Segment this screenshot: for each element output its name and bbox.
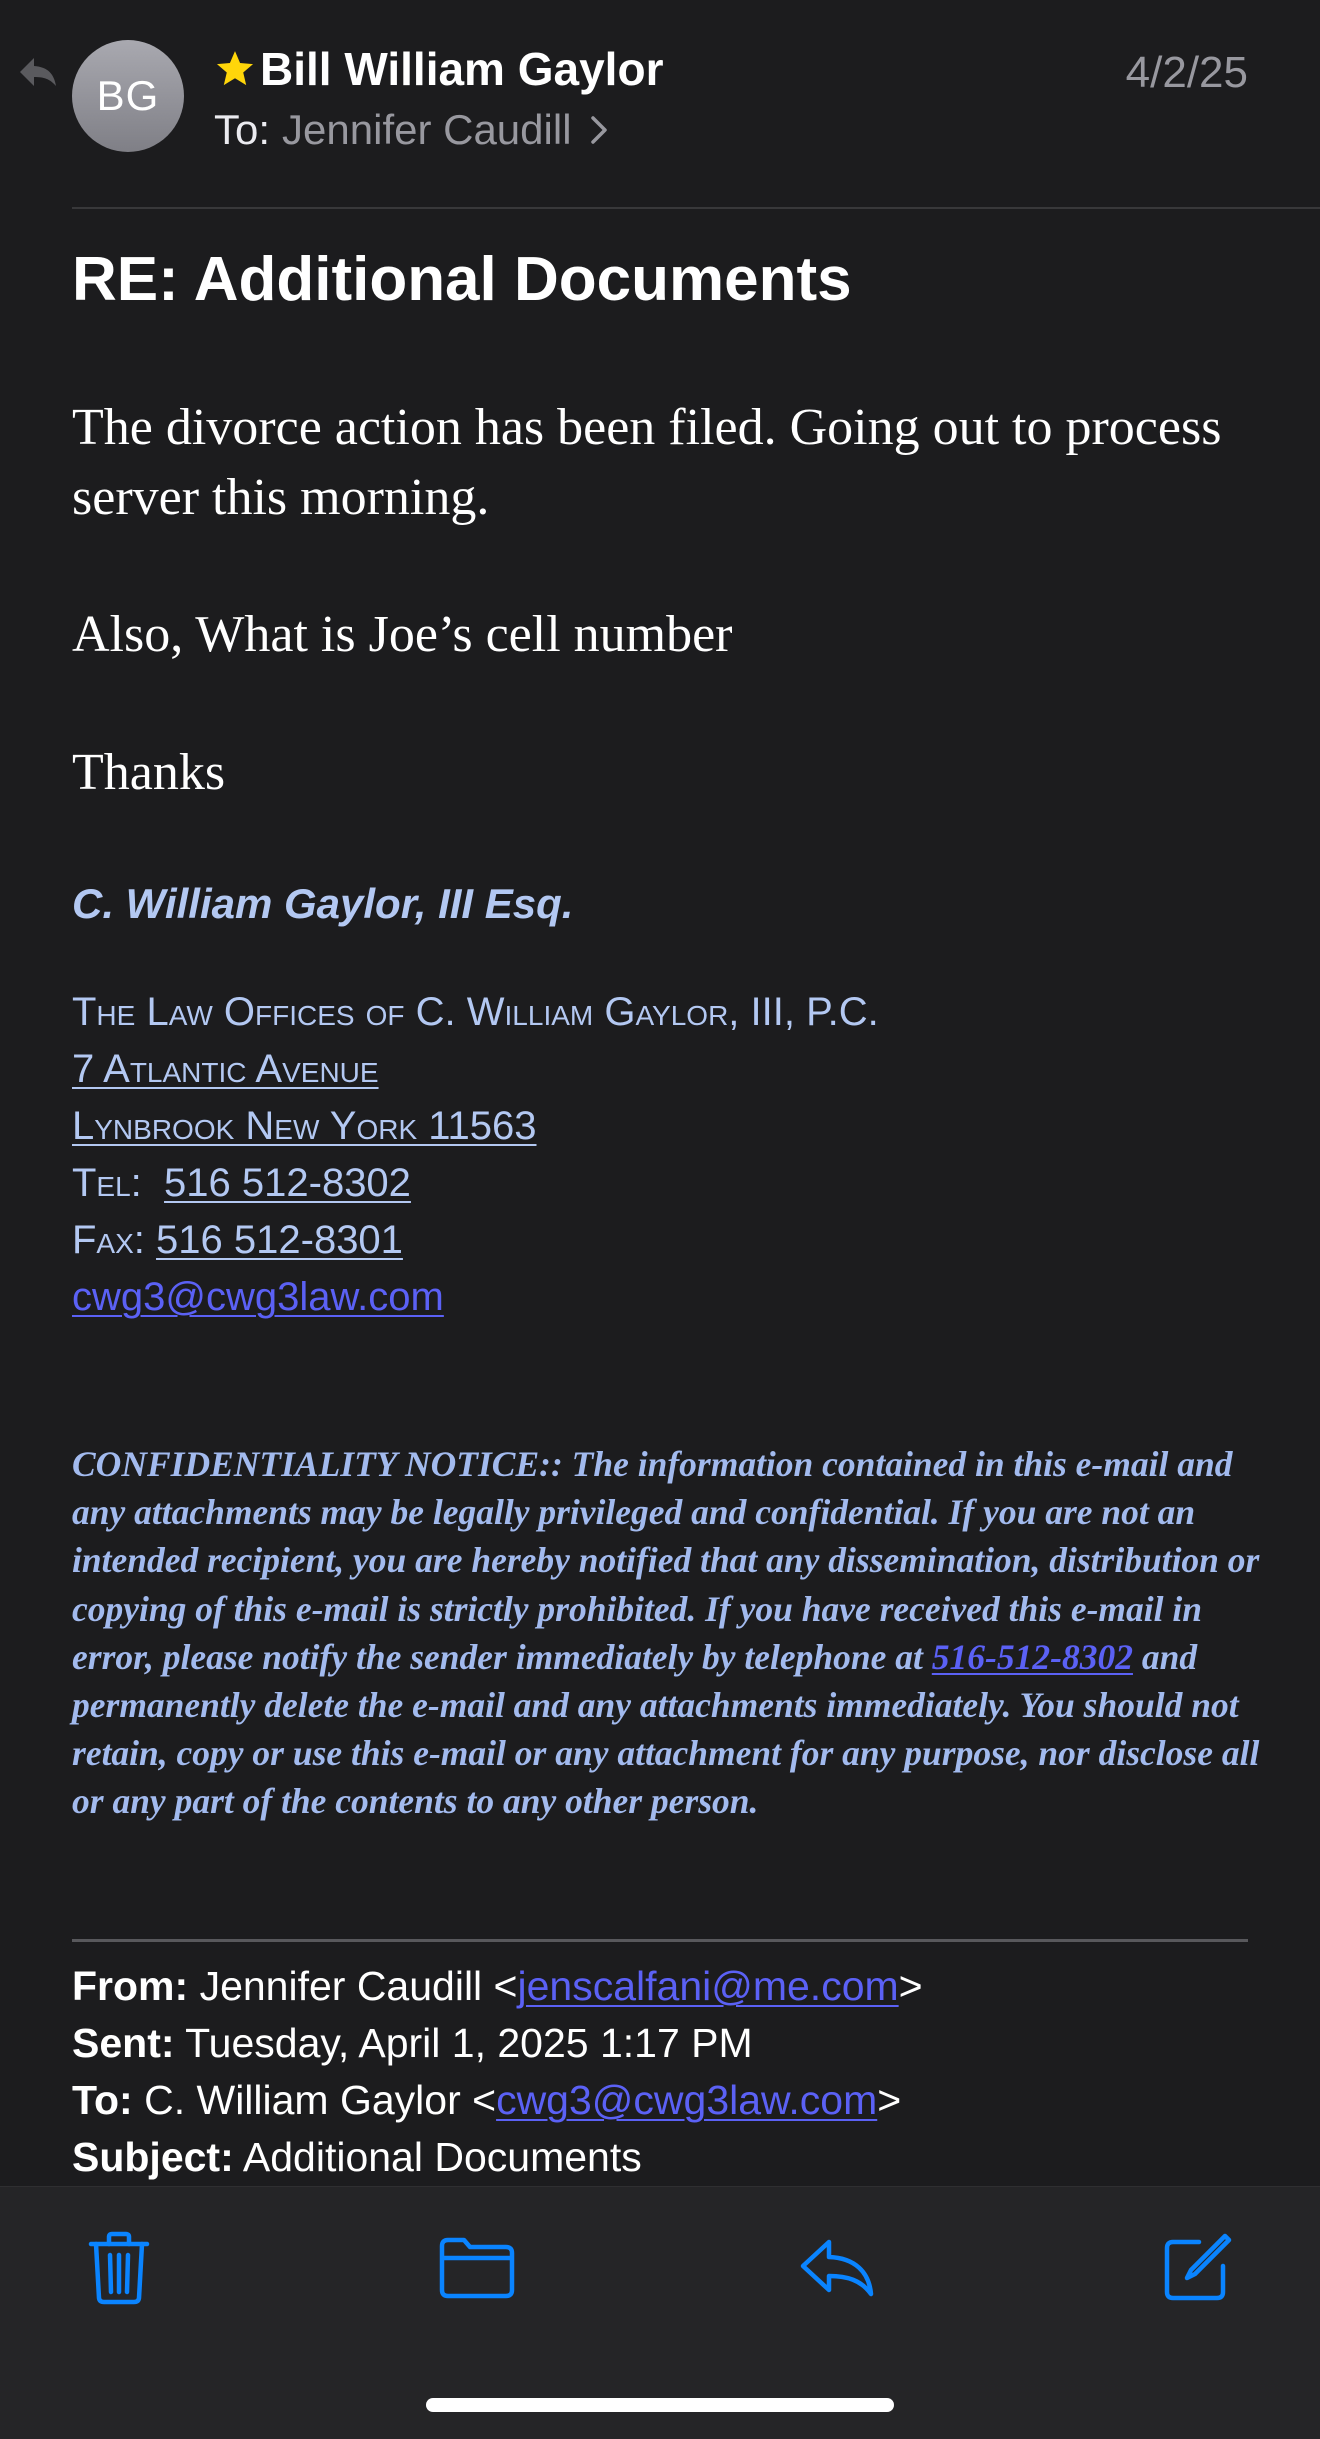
- chevron-right-icon: [586, 112, 614, 148]
- move-to-folder-button[interactable]: [432, 2223, 522, 2313]
- tel-label: Tel:: [72, 1161, 142, 1205]
- quoted-header: [72, 1958, 923, 2186]
- compose-icon: [1161, 2232, 1233, 2304]
- telephone-line: [72, 1155, 879, 1212]
- to-close: >: [877, 2077, 902, 2123]
- from-close: >: [898, 1963, 923, 2009]
- signature-email-link[interactable]: cwg3@cwg3law.com: [72, 1275, 444, 1319]
- quoted-divider: [72, 1939, 1248, 1942]
- tel-number-link[interactable]: 516 512-8302: [164, 1161, 411, 1205]
- message-date: 4/2/25: [1125, 48, 1248, 97]
- to-label: To:: [72, 2077, 133, 2123]
- notice-text: and permanently delete the e-mail and any attachments immediately. You should not retain, copy or use this e-mail or any attachment for any purpose, nor disclose all or any part of the contents to any other person.: [72, 1636, 1260, 1822]
- folder-icon: [438, 2236, 516, 2300]
- notice-text: CONFIDENTIALITY NOTICE:: The information contained in this e-mail and any attachments may be legally privileged and confidential. If you are not an intended recipient, you are hereby notified that any dissemination, distribution or copying of this e-mail is strictly prohibited. If you have received this e-mail in error, please notify the sender immediately by telephone at: [72, 1444, 1260, 1677]
- fax-number-link[interactable]: 516 512-8301: [156, 1218, 403, 1262]
- confidentiality-notice: [72, 1440, 1272, 1826]
- quoted-from-line: [72, 1958, 923, 2015]
- subject-label: Subject:: [72, 2134, 234, 2180]
- home-indicator: [426, 2398, 894, 2412]
- recipient-name: Jennifer Caudill: [282, 106, 572, 153]
- body-paragraph: Thanks: [72, 744, 226, 801]
- sent-label: Sent:: [72, 2020, 175, 2066]
- fax-line: [72, 1212, 879, 1269]
- sender-row[interactable]: [214, 42, 663, 96]
- quoted-to-line: [72, 2072, 923, 2129]
- sender-name: Bill William Gaylor: [260, 43, 664, 95]
- subject-value: Additional Documents: [242, 2134, 642, 2180]
- avatar[interactable]: BG: [72, 40, 184, 152]
- fax-label: Fax:: [72, 1218, 145, 1262]
- trash-icon: [87, 2230, 151, 2306]
- body-paragraph: The divorce action has been filed. Going out to process server this morning.: [72, 399, 1222, 526]
- to-name: C. William Gaylor <: [144, 2077, 497, 2123]
- recipients-row[interactable]: [214, 106, 614, 154]
- notice-phone-link[interactable]: 516-512-8302: [931, 1636, 1133, 1677]
- signature-block: [72, 984, 879, 1326]
- compose-button[interactable]: [1152, 2223, 1242, 2313]
- from-name: Jennifer Caudill <: [199, 1963, 518, 2009]
- signature-name: C. William Gaylor, III Esq.: [72, 880, 574, 927]
- delete-button[interactable]: [74, 2223, 164, 2313]
- from-label: From:: [72, 1963, 189, 2009]
- from-email-link[interactable]: jenscalfani@me.com: [517, 1963, 899, 2009]
- header-divider: [72, 207, 1320, 209]
- to-label: To:: [214, 106, 271, 153]
- star-icon: [214, 48, 256, 90]
- sent-value: Tuesday, April 1, 2025 1:17 PM: [185, 2020, 753, 2066]
- to-email-link[interactable]: cwg3@cwg3law.com: [496, 2077, 878, 2123]
- reply-arrow-icon: [16, 50, 60, 94]
- address-line-1[interactable]: 7 Atlantic Avenue: [72, 1047, 379, 1091]
- reply-button[interactable]: [792, 2223, 882, 2313]
- body-paragraph: Also, What is Joe’s cell number: [72, 606, 733, 663]
- firm-name: The Law Offices of C. William Gaylor, III, P.C.: [72, 990, 879, 1034]
- address-line-2[interactable]: Lynbrook New York 11563: [72, 1104, 537, 1148]
- message-subject: RE: Additional Documents: [72, 245, 852, 314]
- reply-icon: [799, 2236, 875, 2300]
- quoted-sent-line: [72, 2015, 923, 2072]
- quoted-subject-line: [72, 2129, 923, 2186]
